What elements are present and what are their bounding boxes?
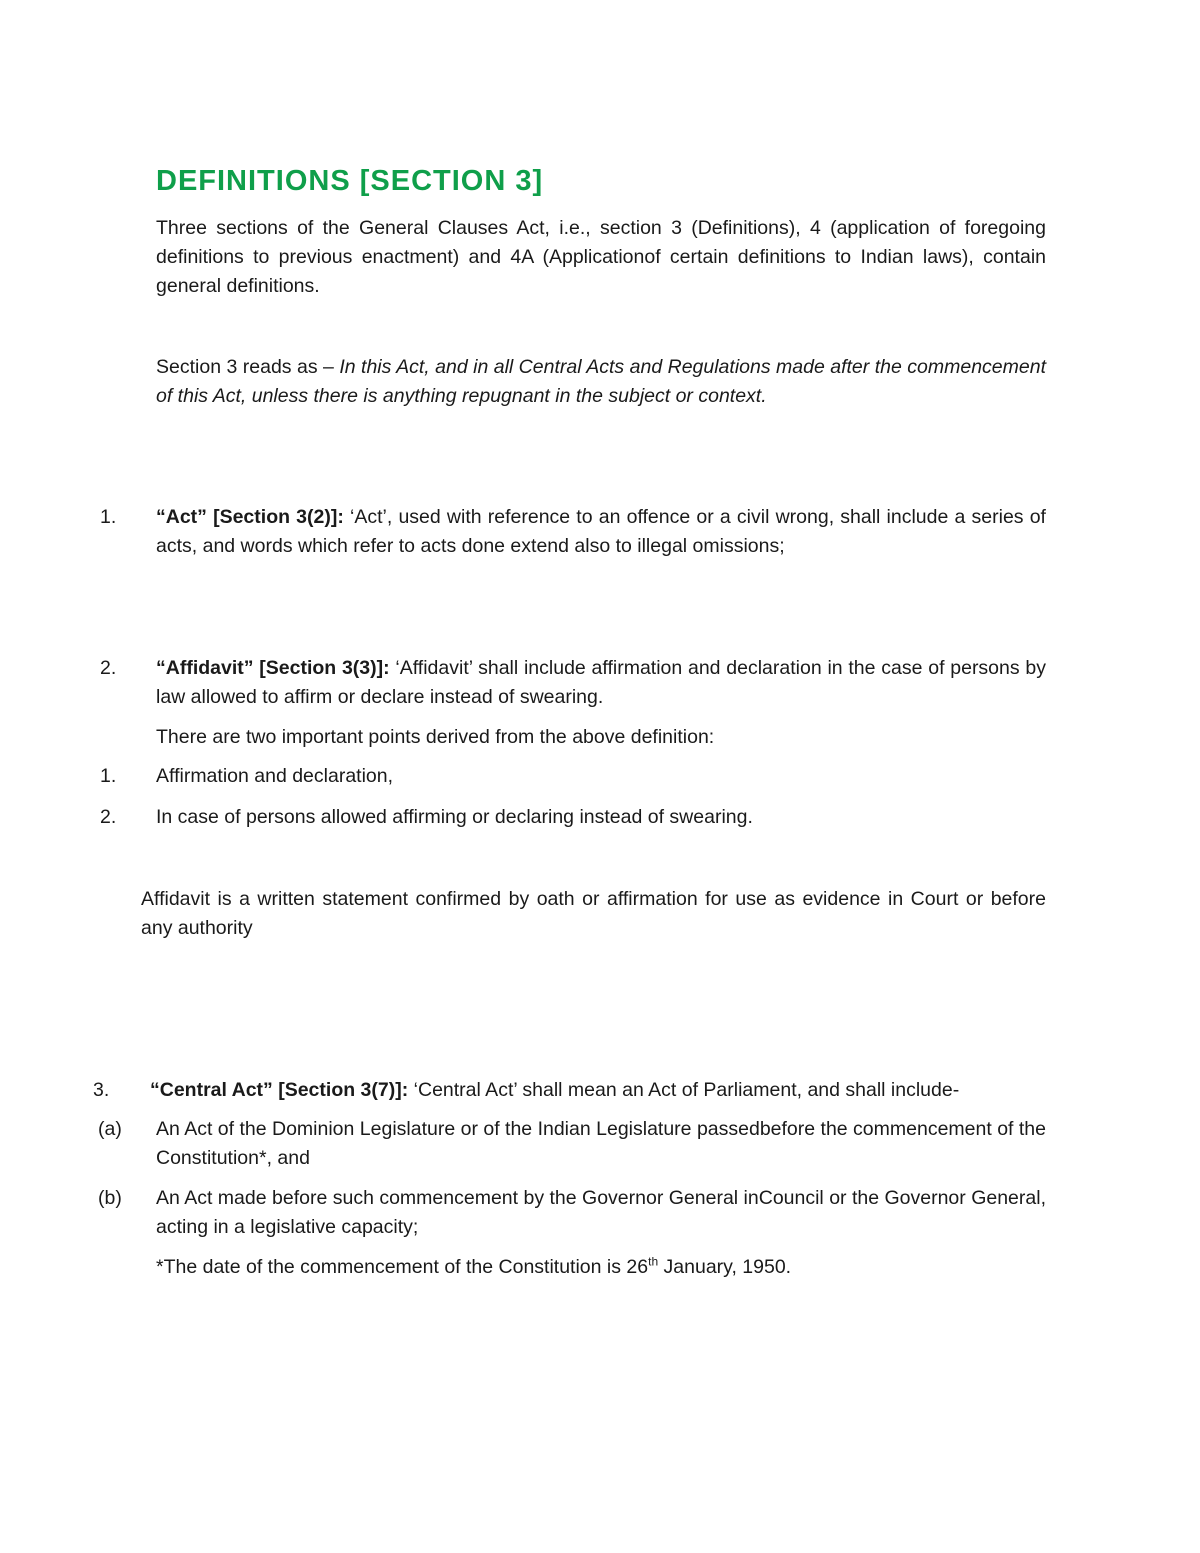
def2-points-intro: There are two important points derived from the above definition: — [156, 726, 715, 748]
def2-point1-text: Affirmation and declaration, — [156, 765, 394, 787]
intro-paragraph: Three sections of the General Clauses Act, i.e., section 3 (Definitions), 4 (application of foregoing definitions to previous enactment) and 4A (Applicationof certain definitions to Indian laws), contain general definitions. — [156, 217, 1046, 297]
def3-number: 3. — [93, 1079, 110, 1101]
def2-point2-text: In case of persons allowed affirming or declaring instead of swearing. — [156, 806, 753, 828]
def3-text: ‘Central Act’ shall mean an Act of Parliament, and shall include- — [408, 1079, 960, 1101]
def2-number: 2. — [100, 657, 117, 679]
page-title: DEFINITIONS [SECTION 3] — [156, 165, 544, 197]
def2-note: Affidavit is a written statement confirmed by oath or affirmation for use as evidence in Court or before any authority — [141, 888, 1046, 939]
def3-item-a-label: (a) — [98, 1118, 122, 1140]
section3-paragraph — [156, 353, 1046, 411]
def3-item-a-text: An Act of the Dominion Legislature or of the Indian Legislature passedbefore the commencement of the Constitution*, and — [156, 1118, 1046, 1169]
def3-paragraph — [150, 1076, 959, 1105]
def1-paragraph — [156, 503, 1046, 561]
def3-footnote — [156, 1253, 791, 1282]
section3-lead: Section 3 reads as – — [156, 356, 340, 378]
footnote-superscript: th — [648, 1254, 659, 1269]
def2-term: “Affidavit” [Section 3(3)]: — [156, 657, 390, 679]
def2-point1-number: 1. — [100, 765, 117, 787]
def2-text: ‘Affidavit’ shall include affirmation and declaration in the case of persons by law allowed to affirm or declare instead of swearing. — [156, 657, 1046, 708]
def3-item-b-text: An Act made before such commencement by the Governor General inCouncil or the Governor General, acting in a legislative capacity; — [156, 1187, 1046, 1238]
footnote-pre: *The date of the commencement of the Constitution is 26 — [156, 1256, 649, 1278]
def1-number: 1. — [100, 506, 117, 528]
def1-text: ‘Act’, used with reference to an offence or a civil wrong, shall include a series of acts, and words which refer to acts done extend also to illegal omissions; — [156, 506, 1046, 557]
section3-quote: In this Act, and in all Central Acts and Regulations made after the commencement of this Act, unless there is anything repugnant in the subject or context. — [156, 356, 1046, 407]
def3-term: “Central Act” [Section 3(7)]: — [150, 1079, 409, 1101]
def1-term: “Act” [Section 3(2)]: — [156, 506, 344, 528]
def3-item-b-label: (b) — [98, 1187, 122, 1209]
footnote-post: January, 1950. — [658, 1256, 792, 1278]
def2-paragraph — [156, 654, 1046, 712]
def2-point2-number: 2. — [100, 806, 117, 828]
